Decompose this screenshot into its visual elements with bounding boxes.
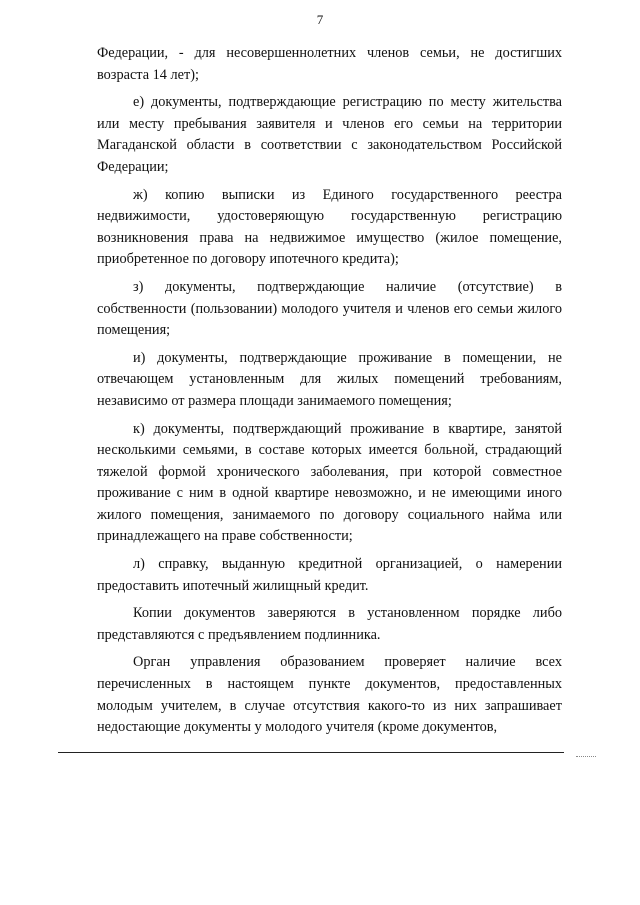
paragraph-item-e: е) документы, подтверждающие регистрацию по месту жительства или месту пребывания заявителя и членов его семьи на территории Магаданской области в соответствии с законодательством Российской Федерации; <box>97 94 562 175</box>
paragraph-item-i: и) документы, подтверждающие проживание в помещении, не отвечающем установленным для жилых помещений требованиям, независимо от размера площади занимаемого помещения; <box>97 349 562 409</box>
paragraph-item-z: з) документы, подтверждающие наличие (отсутствие) в собственности (пользовании) молодого учителя и членов его семьи жилого помещения; <box>97 278 562 339</box>
paragraph-item-l: л) справку, выданную кредитной организацией, о намерении предоставить ипотечный жилищный кредит. <box>97 556 562 594</box>
document-body <box>97 43 562 745</box>
paragraph-item-k: к) документы, подтверждающий проживание в квартире, занятой несколькими семьями, в составе которых имеется больной, страдающий тяжелой формой хронического заболевания, при которой совместное проживание с ним в одной квартире невозможно, и не имеющими иного жилого помещения, занимаемого по договору социального найма или принадлежащего на праве собственности; <box>97 420 562 545</box>
paragraph-education-authority: Орган управления образованием проверяет наличие всех перечисленных в настоящем пункте документов, предоставленных молодым учителем, в случае отсутствия какого-то из них запрашивает недостающие документы у молодого учителя (кроме документов, <box>97 654 562 736</box>
page-number: 7 <box>316 12 324 27</box>
page-edge-mark <box>576 756 596 757</box>
paragraph-copies: Копии документов заверяются в установленном порядке либо представляются с предъявлением подлинника. <box>97 605 562 643</box>
paragraph-item-zh: ж) копию выписки из Единого государственного реестра недвижимости, удостоверяющую государственную регистрацию возникновения права на недвижимое имущество (жилое помещение, приобретенное по договору ипотечного кредита); <box>97 186 562 268</box>
paragraph-continuation: Федерации, - для несовершеннолетних членов семьи, не достигших возраста 14 лет); <box>97 45 562 83</box>
page-bottom-rule <box>58 752 564 753</box>
